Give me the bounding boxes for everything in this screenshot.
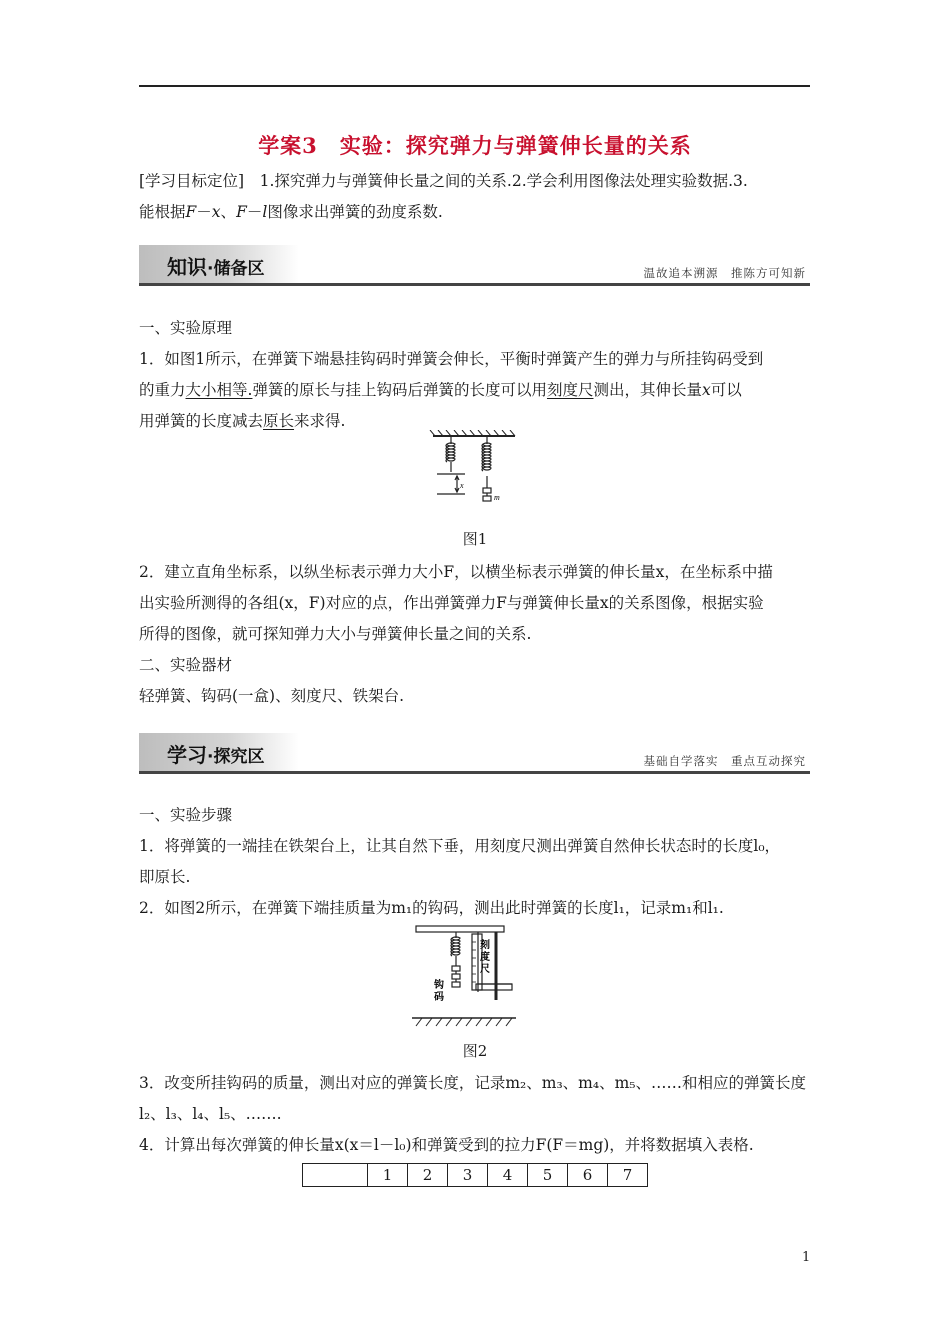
figure-1-caption: 图1: [462, 530, 488, 548]
section-title: 知识·储备区: [167, 255, 265, 279]
principle-block-2: [139, 557, 811, 712]
step-1b: 即原长.: [139, 868, 191, 886]
objective-line-1: [学习目标定位] 1.探究弹力与弹簧伸长量之间的关系.2.学会利用图像法处理实验数据.3.: [139, 172, 748, 190]
table-cell: 7: [608, 1164, 648, 1187]
principle-para-1c: 用弹簧的长度减去原长来求得.: [139, 412, 346, 430]
section-title: 学习·探究区: [167, 743, 265, 767]
fig2-ruler-label: 刻度尺: [480, 940, 490, 975]
step-3a: 3．改变所挂钩码的质量，测出对应的弹簧长度，记录m₂、m₃、m₄、m₅、……和相应的弹簧长度: [139, 1074, 807, 1092]
principle-para-1a: 1．如图1所示，在弹簧下端悬挂钩码时弹簧会伸长，平衡时弹簧产生的弹力与所挂钩码受到: [139, 350, 764, 368]
principle-para-1b: 的重力大小相等.弹簧的原长与挂上钩码后弹簧的长度可以用刻度尺测出，其伸长量x可以: [139, 381, 742, 399]
steps-block: [139, 800, 811, 924]
section-banner-knowledge: [139, 245, 810, 285]
figure-2-caption: 图2: [462, 1042, 488, 1060]
fig1-label-x: x: [460, 481, 464, 490]
principle-para-2b: 出实验所测得的各组(x，F)对应的点，作出弹簧弹力F与弹簧伸长量x的关系图像，根据实验: [139, 594, 764, 612]
section-motto: 基础自学落实 重点互动探究: [643, 754, 806, 768]
table-cell: 4: [488, 1164, 528, 1187]
learning-objective: [139, 166, 811, 228]
section-banner-study: [139, 733, 810, 773]
table-cell: [303, 1164, 368, 1187]
figure-2-apparatus-diagram: [408, 922, 520, 1028]
fig1-label-m: m: [494, 493, 500, 502]
page-title: 学案3 实验：探究弹力与弹簧伸长量的关系: [258, 133, 692, 158]
page-number: 1: [802, 1250, 811, 1265]
step-1a: 1．将弹簧的一端挂在铁架台上，让其自然下垂，用刻度尺测出弹簧自然伸长状态时的长度l₀，: [139, 837, 781, 855]
step-2: 2．如图2所示，在弹簧下端挂质量为m₁的钩码，测出此时弹簧的长度l₁，记录m₁和l₁.: [139, 899, 724, 917]
section-motto: 温故追本溯源 推陈方可知新: [643, 266, 806, 280]
table-cell: 2: [408, 1164, 448, 1187]
table-cell: 5: [528, 1164, 568, 1187]
principle-para-2a: 2．建立直角坐标系，以纵坐标表示弹力大小F，以横坐标表示弹簧的伸长量x，在坐标系中描: [139, 563, 773, 581]
materials-list: 轻弹簧、钩码(一盒)、刻度尺、铁架台.: [139, 687, 405, 705]
data-table: [302, 1163, 648, 1187]
objective-line-2: 能根据F－x、F－l图像求出弹簧的劲度系数.: [139, 203, 443, 221]
fig2-weight-label: 钩码: [434, 980, 444, 1003]
heading-principle: 一、实验原理: [139, 319, 233, 337]
table-cell: 6: [568, 1164, 608, 1187]
figure-1-spring-diagram: [425, 430, 520, 520]
table-cell: 3: [448, 1164, 488, 1187]
heading-steps: 一、实验步骤: [139, 806, 233, 824]
steps-block-2: [139, 1068, 811, 1161]
principle-block: [139, 313, 811, 437]
heading-materials: 二、实验器材: [139, 656, 233, 674]
principle-para-2c: 所得的图像，就可探知弹力大小与弹簧伸长量之间的关系.: [139, 625, 532, 643]
table-row: [303, 1164, 648, 1187]
table-cell: 1: [368, 1164, 408, 1187]
top-rule: [139, 85, 810, 87]
objective-tag: [学习目标定位]: [139, 172, 245, 190]
step-3b: l₂、l₃、l₄、l₅、…….: [139, 1105, 282, 1123]
step-4: 4．计算出每次弹簧的伸长量x(x＝l－l₀)和弹簧受到的拉力F(F＝mg)，并将数据填入表格.: [139, 1136, 754, 1154]
